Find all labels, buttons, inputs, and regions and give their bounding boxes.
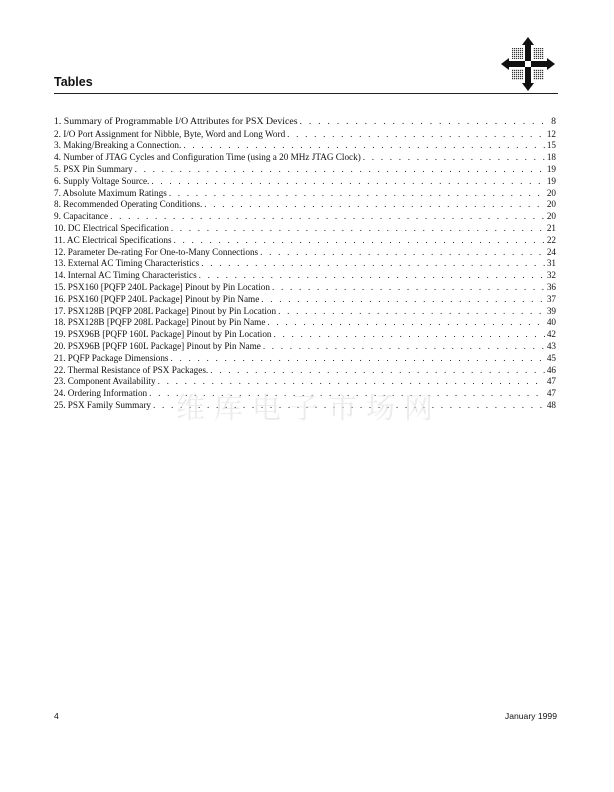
table-entry-label: 22. Thermal Resistance of PSX Packages.	[54, 364, 209, 375]
table-entry[interactable]	[54, 129, 556, 141]
table-entry-label: 17. PSX128B [PQFP 208L Package] Pinout by Pin Location	[54, 305, 277, 316]
dot-leader	[171, 353, 545, 365]
table-entry-label: 11. AC Electrical Specifications	[54, 234, 172, 245]
cross-arrows-logo-icon	[500, 36, 556, 92]
table-entry[interactable]	[54, 152, 556, 164]
table-entry-label: 25. PSX Family Summary	[54, 399, 151, 410]
table-entry-page: 20	[546, 211, 556, 222]
table-entry-label: 23. Component Availability	[54, 376, 156, 387]
table-entry[interactable]	[54, 140, 556, 152]
dot-leader	[110, 211, 545, 223]
table-entry-label: 4. Number of JTAG Cycles and Configuration Time (using a 20 MHz JTAG Clock)	[54, 152, 361, 163]
table-entry-label: 9. Capacitance	[54, 211, 109, 222]
table-entry[interactable]	[54, 282, 556, 294]
table-entry-page: 36	[546, 281, 556, 292]
table-entry-page: 15	[546, 140, 556, 151]
table-entry-page: 24	[546, 246, 556, 257]
table-entry[interactable]	[54, 211, 556, 223]
table-entry[interactable]	[54, 329, 556, 341]
table-entry-label: 13. External AC Timing Characteristics	[54, 258, 200, 269]
table-entry-label: 20. PSX96B [PQFP 160L Package] Pinout by Pin Name	[54, 340, 261, 351]
dot-leader	[201, 258, 545, 270]
table-entry-label: 10. DC Electrical Specification	[54, 222, 169, 233]
table-entry-page: 47	[546, 376, 556, 387]
table-entry-page: 20	[546, 199, 556, 210]
table-entry-page: 37	[546, 293, 556, 304]
table-entry-page: 19	[546, 163, 556, 174]
dot-leader	[151, 176, 544, 188]
dot-leader	[300, 116, 550, 129]
table-entry[interactable]	[54, 176, 556, 188]
table-entry[interactable]	[54, 199, 556, 211]
table-entry-page: 43	[546, 340, 556, 351]
table-entry[interactable]	[54, 270, 556, 282]
dot-leader	[272, 282, 545, 294]
table-entry-page: 40	[546, 317, 556, 328]
dot-leader	[199, 270, 545, 282]
table-entry[interactable]	[54, 365, 556, 377]
heading-rule	[54, 93, 558, 94]
dot-leader	[274, 329, 545, 341]
table-entry-page: 45	[546, 352, 556, 363]
table-entry-page: 20	[546, 187, 556, 198]
table-entry-label: 18. PSX128B [PQFP 208L Package] Pinout by Pin Name	[54, 317, 266, 328]
table-entry-label: 7. Absolute Maximum Ratings	[54, 187, 167, 198]
table-entry-page: 22	[546, 234, 556, 245]
table-entry-label: 12. Parameter De-rating For One-to-Many Connections	[54, 246, 259, 257]
table-entry[interactable]	[54, 188, 556, 200]
table-entry-page: 46	[546, 364, 556, 375]
table-entry-page: 21	[546, 222, 556, 233]
table-entry-label: 14. Internal AC Timing Characteristics	[54, 270, 197, 281]
table-entry[interactable]	[54, 235, 556, 247]
table-entry-page: 8	[551, 116, 556, 127]
table-entry[interactable]	[54, 317, 556, 329]
table-entry-label: 8. Recommended Operating Conditions.	[54, 199, 203, 210]
table-entry[interactable]	[54, 306, 556, 318]
page-heading: Tables	[54, 75, 93, 89]
footer-date: January 1999	[504, 711, 557, 721]
table-entry-label: 1. Summary of Programmable I/O Attributes for PSX Devices	[54, 116, 298, 127]
dot-leader	[210, 365, 545, 377]
dot-leader	[363, 152, 545, 164]
table-entry[interactable]	[54, 116, 556, 129]
table-entry-page: 19	[546, 175, 556, 186]
table-entry-label: 15. PSX160 [PQFP 240L Package] Pinout by Pin Location	[54, 281, 270, 292]
dot-leader	[267, 317, 544, 329]
table-entry-label: 2. I/O Port Assignment for Nibble, Byte, Word and Long Word	[54, 128, 286, 139]
table-entry-page: 39	[546, 305, 556, 316]
table-entry-label: 24. Ordering Information	[54, 388, 148, 399]
table-entry[interactable]	[54, 258, 556, 270]
dot-leader	[263, 341, 545, 353]
dot-leader	[171, 223, 545, 235]
page-number: 4	[54, 711, 59, 721]
table-entry-label: 3. Making/Breaking a Connection.	[54, 140, 182, 151]
table-entry-page: 47	[546, 388, 556, 399]
table-entry-label: 21. PQFP Package Dimensions	[54, 352, 169, 363]
table-entry-page: 18	[546, 152, 556, 163]
table-entry[interactable]	[54, 164, 556, 176]
table-entry[interactable]	[54, 223, 556, 235]
table-entry-label: 5. PSX Pin Summary	[54, 163, 133, 174]
dot-leader	[261, 294, 545, 306]
table-entry-label: 16. PSX160 [PQFP 240L Package] Pinout by Pin Name	[54, 293, 260, 304]
dot-leader	[204, 199, 545, 211]
dot-leader	[260, 247, 545, 259]
watermark: 维库电子市场网	[176, 391, 443, 425]
table-entry-page: 42	[546, 329, 556, 340]
table-entry-page: 32	[546, 270, 556, 281]
dot-leader	[174, 235, 545, 247]
table-list	[54, 116, 556, 412]
table-entry[interactable]	[54, 294, 556, 306]
dot-leader	[169, 188, 545, 200]
table-entry[interactable]	[54, 247, 556, 259]
table-entry-page: 48	[546, 399, 556, 410]
table-entry-page: 12	[546, 128, 556, 139]
dot-leader	[287, 129, 545, 141]
dot-leader	[278, 306, 545, 318]
table-entry[interactable]	[54, 353, 556, 365]
dot-leader	[135, 164, 545, 176]
table-entry-label: 19. PSX96B [PQFP 160L Package] Pinout by Pin Location	[54, 329, 272, 340]
table-entry-label: 6. Supply Voltage Source.	[54, 175, 150, 186]
dot-leader	[183, 140, 544, 152]
table-entry[interactable]	[54, 341, 556, 353]
table-entry-page: 31	[546, 258, 556, 269]
